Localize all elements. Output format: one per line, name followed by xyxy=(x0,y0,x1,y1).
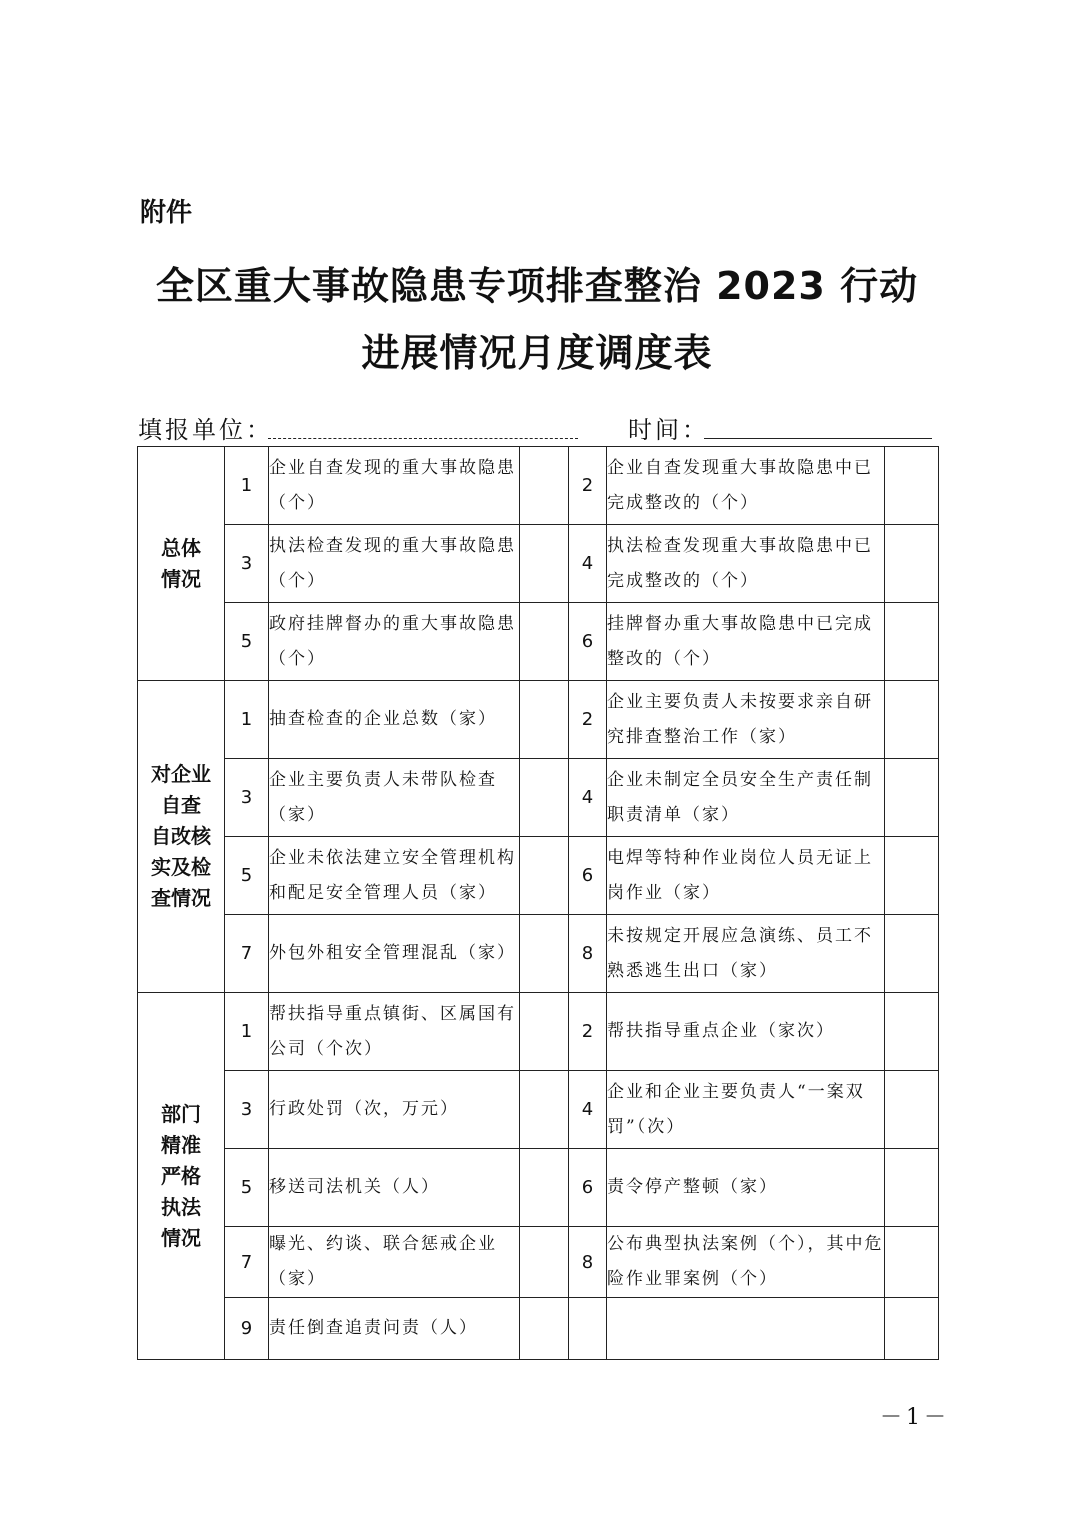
item-value-cell[interactable] xyxy=(520,1227,569,1298)
page-number: －1－ xyxy=(880,1405,950,1430)
item-value-cell[interactable] xyxy=(520,993,569,1071)
item-value-cell[interactable] xyxy=(520,681,569,759)
table-row xyxy=(138,759,939,837)
item-label: 行政处罚（次，万元） xyxy=(269,1071,520,1149)
item-number: 4 xyxy=(569,759,607,837)
item-label: 外包外租安全管理混乱（家） xyxy=(269,915,520,993)
item-value-cell[interactable] xyxy=(520,1149,569,1227)
item-number: 5 xyxy=(225,1149,269,1227)
item-label: 移送司法机关（人） xyxy=(269,1149,520,1227)
item-number: 7 xyxy=(225,915,269,993)
time-label: 时间： xyxy=(628,416,709,444)
item-label: 企业主要负责人未按要求亲自研究排查整治工作（家） xyxy=(607,681,885,759)
item-label: 政府挂牌督办的重大事故隐患（个） xyxy=(269,603,520,681)
item-number: 7 xyxy=(225,1227,269,1298)
item-value-cell[interactable] xyxy=(885,681,939,759)
item-number: 1 xyxy=(225,681,269,759)
item-label xyxy=(607,1298,885,1360)
item-value-cell[interactable] xyxy=(520,1071,569,1149)
table-row xyxy=(138,1149,939,1227)
document-title-line2: 进展情况月度调度表 xyxy=(361,331,713,375)
item-number: 6 xyxy=(569,603,607,681)
item-label: 电焊等特种作业岗位人员无证上岗作业（家） xyxy=(607,837,885,915)
item-value-cell[interactable] xyxy=(885,447,939,525)
item-label: 企业和企业主要负责人“一案双罚”（次） xyxy=(607,1071,885,1149)
item-value-cell[interactable] xyxy=(520,915,569,993)
item-number: 5 xyxy=(225,837,269,915)
item-value-cell[interactable] xyxy=(885,915,939,993)
item-label: 企业未依法建立安全管理机构和配足安全管理人员（家） xyxy=(269,837,520,915)
table-row xyxy=(138,1298,939,1360)
table-row xyxy=(138,1071,939,1149)
item-label: 执法检查发现的重大事故隐患（个） xyxy=(269,525,520,603)
time-blank[interactable] xyxy=(704,438,932,439)
dispatch-table xyxy=(137,446,939,1360)
item-value-cell[interactable] xyxy=(520,603,569,681)
table-row xyxy=(138,837,939,915)
item-number: 6 xyxy=(569,1149,607,1227)
item-number: 2 xyxy=(569,993,607,1071)
item-number: 3 xyxy=(225,1071,269,1149)
item-value-cell[interactable] xyxy=(885,1298,939,1360)
item-value-cell[interactable] xyxy=(885,759,939,837)
table-row xyxy=(138,915,939,993)
item-number: 8 xyxy=(569,915,607,993)
section-category: 总体 情况 xyxy=(138,447,225,681)
table-row xyxy=(138,603,939,681)
item-number: 6 xyxy=(569,837,607,915)
item-value-cell[interactable] xyxy=(885,603,939,681)
item-number: 3 xyxy=(225,759,269,837)
item-value-cell[interactable] xyxy=(520,837,569,915)
item-number: 1 xyxy=(225,993,269,1071)
section-category: 对企业 自查 自改核 实及检 查情况 xyxy=(138,681,225,993)
item-label: 责令停产整顿（家） xyxy=(607,1149,885,1227)
item-value-cell[interactable] xyxy=(520,447,569,525)
document-title-line1: 全区重大事故隐患专项排查整治 2023 行动 xyxy=(155,264,919,308)
item-value-cell[interactable] xyxy=(885,1071,939,1149)
item-value-cell[interactable] xyxy=(885,837,939,915)
table-row xyxy=(138,447,939,525)
item-number: 2 xyxy=(569,447,607,525)
item-label: 抽查检查的企业总数（家） xyxy=(269,681,520,759)
table-row xyxy=(138,525,939,603)
item-number: 2 xyxy=(569,681,607,759)
item-label: 企业自查发现的重大事故隐患（个） xyxy=(269,447,520,525)
item-number: 5 xyxy=(225,603,269,681)
item-label: 企业自查发现重大事故隐患中已完成整改的（个） xyxy=(607,447,885,525)
item-number: 9 xyxy=(225,1298,269,1360)
item-value-cell[interactable] xyxy=(885,993,939,1071)
item-number: 4 xyxy=(569,525,607,603)
item-label: 帮扶指导重点镇街、区属国有公司（个次） xyxy=(269,993,520,1071)
item-number: 3 xyxy=(225,525,269,603)
attachment-label: 附件 xyxy=(140,198,193,228)
item-value-cell[interactable] xyxy=(520,1298,569,1360)
table-row xyxy=(138,681,939,759)
section-category: 部门 精准 严格 执法 情况 xyxy=(138,993,225,1360)
table-row xyxy=(138,993,939,1071)
item-number: 8 xyxy=(569,1227,607,1298)
item-value-cell[interactable] xyxy=(885,1149,939,1227)
item-number xyxy=(569,1298,607,1360)
item-label: 执法检查发现重大事故隐患中已完成整改的（个） xyxy=(607,525,885,603)
item-label: 企业主要负责人未带队检查（家） xyxy=(269,759,520,837)
item-label: 企业未制定全员安全生产责任制职责清单（家） xyxy=(607,759,885,837)
item-label: 挂牌督办重大事故隐患中已完成整改的（个） xyxy=(607,603,885,681)
item-value-cell[interactable] xyxy=(885,525,939,603)
unit-blank[interactable] xyxy=(268,438,578,439)
fill-in-row xyxy=(138,410,938,446)
item-value-cell[interactable] xyxy=(885,1227,939,1298)
item-value-cell[interactable] xyxy=(520,525,569,603)
table-row xyxy=(138,1227,939,1298)
item-value-cell[interactable] xyxy=(520,759,569,837)
item-label: 帮扶指导重点企业（家次） xyxy=(607,993,885,1071)
item-number: 1 xyxy=(225,447,269,525)
item-label: 曝光、约谈、联合惩戒企业（家） xyxy=(269,1227,520,1298)
item-number: 4 xyxy=(569,1071,607,1149)
item-label: 未按规定开展应急演练、员工不熟悉逃生出口（家） xyxy=(607,915,885,993)
item-label: 责任倒查追责问责（人） xyxy=(269,1298,520,1360)
item-label: 公布典型执法案例（个），其中危险作业罪案例（个） xyxy=(607,1227,885,1298)
unit-label: 填报单位： xyxy=(138,416,273,444)
